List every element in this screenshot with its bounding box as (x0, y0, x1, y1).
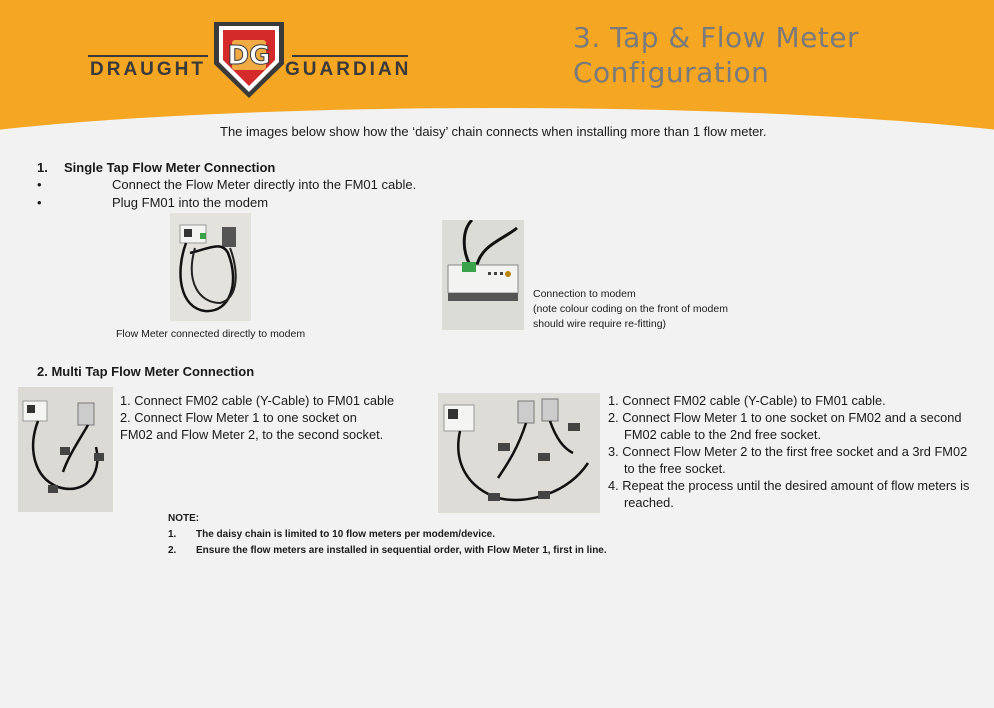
photo2-caption-line: should wire require re-fitting) (533, 318, 667, 330)
note-item-2 (168, 543, 607, 559)
photo-single-flow-meter (170, 213, 251, 321)
step-line: reached. (624, 495, 674, 510)
page-title (573, 20, 859, 90)
section1-heading (37, 160, 275, 175)
note-number: 1. (168, 529, 177, 540)
step-line: 2. Connect Flow Meter 1 to one socket on (120, 410, 357, 425)
photo2-caption-line: Connection to modem (533, 288, 636, 300)
step-line: 1. Connect FM02 cable (Y-Cable) to FM01 cable. (608, 393, 886, 408)
photo2-caption-line: (note colour coding on the front of modem (533, 303, 728, 315)
photo-multi-tap-two (18, 387, 113, 512)
shield-icon (208, 18, 290, 100)
section1-number: 1. (37, 160, 48, 175)
section1-heading-text: Single Tap Flow Meter Connection (64, 160, 276, 175)
logo-word-left: DRAUGHT (90, 59, 206, 80)
draught-guardian-logo (88, 18, 418, 100)
section2-heading: 2. Multi Tap Flow Meter Connection (37, 364, 255, 379)
photo2-caption (533, 287, 728, 332)
step-line: to the free socket. (624, 461, 726, 476)
svg-text:DG: DG (227, 41, 271, 71)
title-line-2: Configuration (573, 56, 770, 89)
bullet-text: Connect the Flow Meter directly into the FM01 cable. (112, 177, 417, 192)
intro-text: The images below show how the ‘daisy’ chain connects when installing more than 1 flow meter. (220, 124, 767, 139)
photo1-caption: Flow Meter connected directly to modem (116, 328, 306, 340)
section2-right-steps (608, 392, 969, 511)
logo-word-right: GUARDIAN (285, 59, 412, 80)
logo-line-left (88, 55, 208, 57)
step-line: 4. Repeat the process until the desired amount of flow meters is (608, 478, 970, 493)
section2-left-steps (120, 392, 394, 443)
note-block (168, 511, 607, 559)
note-text: The daisy chain is limited to 10 flow meters per modem/device. (196, 529, 495, 540)
step-line: 1. Connect FM02 cable (Y-Cable) to FM01 cable (120, 393, 395, 408)
bullet-text: Plug FM01 into the modem (112, 195, 269, 210)
photo-modem-connection (442, 220, 524, 330)
step-line: 2. Connect Flow Meter 1 to one socket on FM02 and a second (608, 410, 962, 425)
step-line: 3. Connect Flow Meter 2 to the first free socket and a 3rd FM02 (608, 444, 968, 459)
note-number: 2. (168, 545, 177, 556)
step-line: FM02 and Flow Meter 2, to the second socket. (120, 427, 384, 442)
photo-multi-tap-chain (438, 393, 600, 513)
title-line-1: 3. Tap & Flow Meter (573, 21, 860, 54)
note-label: NOTE: (168, 513, 200, 524)
note-text: Ensure the flow meters are installed in sequential order, with Flow Meter 1, first in line. (196, 545, 607, 556)
step-line: FM02 cable to the 2nd free socket. (624, 427, 822, 442)
note-item-1 (168, 527, 607, 543)
logo-line-right (292, 55, 408, 57)
